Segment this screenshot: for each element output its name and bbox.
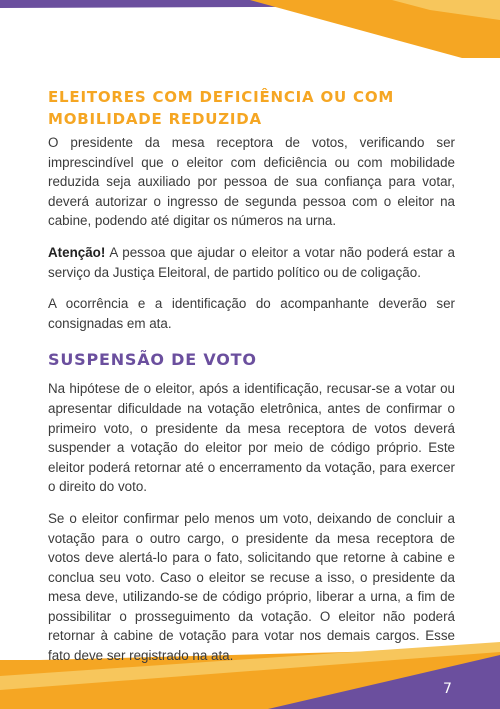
page-number: 7 xyxy=(443,681,452,697)
section-title-suspensao: SUSPENSÃO DE VOTO xyxy=(48,350,257,370)
paragraph-ocorrencia: A ocorrência e a identificação do acompanhante deverão ser consignadas em ata. xyxy=(48,296,455,331)
attention-label: Atenção! xyxy=(48,244,106,260)
section-deficiencia xyxy=(48,86,455,333)
paragraph-hipotese: Na hipótese de o eleitor, após a identificação, recusar-se a votar ou apresentar dificuldade na votação eletrônica, antes de confirmar o primeiro voto, o presidente da mesa receptora de votos deverá suspender a votação do eleitor por meio de código próprio. Este eleitor poderá retornar até o encerramento da votação, para exercer o direito do voto. xyxy=(48,381,455,495)
section-title-line-2: MOBILIDADE REDUZIDA xyxy=(48,110,262,128)
section-title-deficiencia xyxy=(48,86,455,130)
paragraph-atencao xyxy=(48,243,455,282)
paragraph-confirmar: Se o eleitor confirmar pelo menos um voto, deixando de concluir a votação para o outro cargo, o presidente da mesa receptora de votos deve alertá-lo para o fato, solicitando que retorne à cabine e conclua seu voto. Caso o eleitor se recuse a isso, o presidente da mesa deve, utilizando-se de código próprio, liberar a urna, a fim de possibilitar o prosseguimento da votação. O eleitor não poderá retornar à cabine de votação para votar nos demais cargos. Esse fato deve ser registrado na ata. xyxy=(48,510,455,664)
page-content xyxy=(48,86,455,666)
attention-text: A pessoa que ajudar o eleitor a votar não poderá estar a serviço da Justiça Eleitoral, de partido político ou de coligação. xyxy=(48,244,455,280)
paragraph-auxilio: O presidente da mesa receptora de votos, verificando ser imprescindível que o eleitor com deficiência ou com mobilidade reduzida seja auxiliado por pessoa de sua confiança para votar, deverá autorizar o ingresso de segunda pessoa com o eleitor na cabine, podendo até digitar os números na urna. xyxy=(48,135,455,229)
section-suspensao xyxy=(48,349,455,665)
section-title-line-1: ELEITORES COM DEFICIÊNCIA OU COM xyxy=(48,88,395,106)
